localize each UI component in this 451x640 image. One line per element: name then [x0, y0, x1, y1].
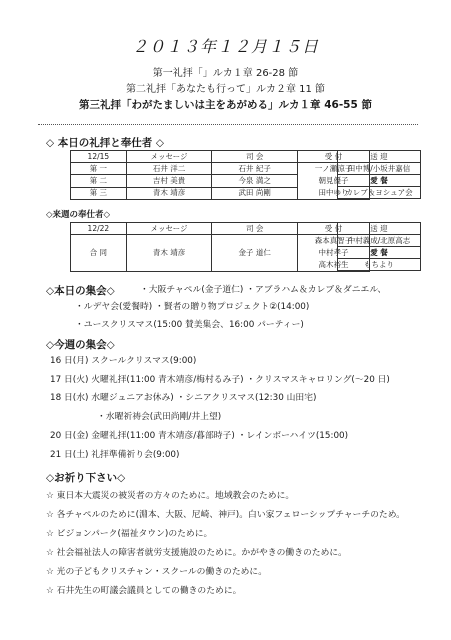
bulletin-date: ２０１３年１２月１５日 — [131, 37, 319, 56]
message-cell: 青木 靖彦 — [126, 187, 212, 199]
message-cell: 石井 洋二 — [126, 163, 212, 175]
week-line: 21 日(土) 礼拝準備祈り会(9:00) — [50, 450, 180, 460]
servants-table-today — [70, 150, 370, 200]
transport-table-next — [337, 222, 421, 271]
servants-table-next — [70, 222, 370, 272]
reception-name: 森本真智子 — [314, 236, 353, 245]
row-label: 合 同 — [71, 235, 127, 272]
message-cell: 青木 靖彦 — [126, 235, 212, 272]
row-label: 第 三 — [71, 187, 127, 199]
prayer-item: ☆ 東日本大震災の被災者の方々のために。地域教会のために。 — [46, 491, 295, 501]
table-header: 受 付 — [297, 151, 369, 163]
week-line: 17 日(火) 火曜礼拝(11:00 青木靖彦/梅村るみ子) ・クリスマスキャロリング(～20 日) — [50, 375, 390, 385]
section-today-servants: ◇ 本日の礼拝と奉仕者 ◇ — [46, 137, 164, 149]
transport-cell: 中村義成/北原高志 — [338, 235, 421, 247]
reception-name: 田中ゆり — [318, 188, 349, 197]
prayer-item: ☆ 石井先生の町議会議員としての働きのために。 — [46, 586, 242, 596]
row-label: 第 二 — [71, 175, 127, 187]
prayer-item: ☆ ビジョンパーク(福祉タウン)のために。 — [46, 529, 213, 539]
service-1: 第一礼拝「」ルカ１章 26-28 節 — [152, 68, 299, 79]
host-cell: 今泉 満之 — [212, 175, 298, 187]
meal-header: 愛 餐 — [338, 175, 421, 187]
prayer-item: ☆ 社会福祉法人の障害者就労支援施設のために。かがやきの働きのために。 — [46, 548, 347, 558]
message-cell: 吉村 美貴 — [126, 175, 212, 187]
table-header: 送 迎 — [338, 223, 421, 235]
section-next-servants: ◇来週の奉仕者◇ — [46, 210, 111, 220]
meal-cell: カレブ＆ヨシュア会 — [338, 187, 421, 199]
table-header: 送 迎 — [338, 151, 421, 163]
transport-cell: 田中博/小坂井嘉信 — [338, 163, 421, 175]
meeting-line: ・大阪チャペル(金子道仁) ・アブラハム＆カレブ＆ダニエル、 — [140, 285, 387, 295]
table-header: メッセージ — [126, 223, 212, 235]
reception-name: 中村孝子 — [318, 248, 349, 257]
reception-name: 一ノ瀬涼子 — [314, 164, 353, 173]
meeting-line: ・ユースクリスマス(15:00 賛美集会、16:00 パーティー) — [75, 320, 304, 330]
table-header: 司 会 — [212, 223, 298, 235]
week-line: 18 日(水) 水曜ジュニアお休み) ・シニアクリスマス(12:30 山田宅) — [50, 393, 317, 403]
divider — [38, 124, 418, 125]
row-label: 第 一 — [71, 163, 127, 175]
meeting-line: ・ルデヤ会(愛餐時) ・賢者の贈り物プロジェクト②(14:00) — [75, 302, 310, 312]
table-header: 12/15 — [71, 151, 127, 163]
table-header: 受 付 — [297, 223, 369, 235]
week-line: ・水曜祈祷会(武田尚剛/井上望) — [97, 412, 222, 422]
host-cell: 石井 紀子 — [212, 163, 298, 175]
transport-table-today — [337, 150, 421, 199]
prayer-item: ☆ 光の子どもクリスチャン・スクールの働きのために。 — [46, 567, 268, 577]
table-header: 司 会 — [212, 151, 298, 163]
week-line: 16 日(月) スクールクリスマス(9:00) — [50, 356, 197, 366]
table-header: 12/22 — [71, 223, 127, 235]
reception-name: 高木裕生 — [318, 260, 349, 269]
section-prayer: ◇お祈り下さい◇ — [46, 472, 126, 484]
table-header: メッセージ — [126, 151, 212, 163]
host-cell: 金子 道仁 — [212, 235, 298, 272]
service-3: 第三礼拝「わがたましいは主をあがめる」ルカ１章 46-55 節 — [79, 99, 372, 111]
meal-header: 愛 餐 — [338, 247, 421, 259]
service-2: 第二礼拝「あなたも行って」ルカ２章 11 節 — [125, 84, 326, 95]
section-today-meetings: ◇本日の集会◇ — [46, 285, 115, 297]
host-cell: 武田 尚剛 — [212, 187, 298, 199]
week-line: 20 日(金) 金曜礼拝(11:00 青木靖彦/暮部時子) ・レインボーハイツ(15:00) — [50, 431, 349, 441]
section-week-meetings: ◇今週の集会◇ — [46, 339, 115, 351]
prayer-item: ☆ 各チャペルのために(淵本、大阪、尼崎、神戸)。白い家フェローシップチャーチのため。 — [46, 510, 405, 520]
meal-cell: もちより — [338, 259, 421, 271]
reception-name: 朝見優子 — [318, 176, 349, 185]
